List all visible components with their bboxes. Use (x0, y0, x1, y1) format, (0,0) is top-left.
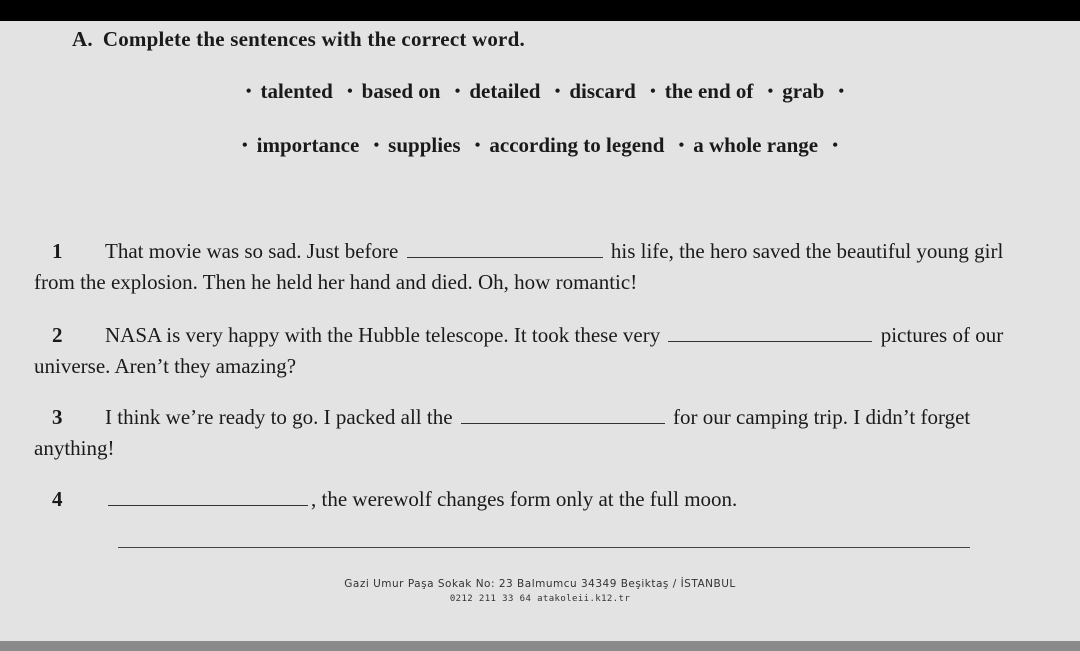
word-bank-item: talented (260, 79, 333, 103)
bullet-icon: • (650, 83, 656, 100)
word-bank-item: grab (782, 79, 825, 103)
answer-blank[interactable] (108, 487, 308, 506)
bullet-icon: • (474, 137, 481, 154)
exercise-instruction: Complete the sentences with the correct word. (102, 27, 525, 51)
school-contact: 0212 211 33 64 atakoleii.k12.tr (449, 594, 631, 604)
question-text-after: his life, the hero saved the beautiful young girl from the explosion. Then he held her hand and died. Oh, how romantic! (34, 239, 1004, 294)
question-number: 4 (52, 487, 63, 511)
word-bank-row-2 (0, 133, 1080, 158)
exercise-number: A. (72, 27, 93, 51)
question-number: 1 (52, 239, 63, 263)
word-bank-row-1 (0, 79, 1080, 104)
question-2 (34, 320, 1038, 382)
question-text-before: That movie was so sad. Just before (105, 239, 399, 263)
answer-blank[interactable] (668, 323, 872, 342)
answer-blank[interactable] (461, 405, 665, 424)
bullet-icon: • (832, 137, 838, 154)
bullet-icon: • (373, 137, 380, 154)
worksheet-page (0, 21, 1080, 641)
bottom-edge-strip (0, 641, 1080, 651)
bullet-icon: • (767, 83, 774, 100)
word-bank-item: importance (256, 133, 360, 157)
bullet-icon: • (554, 83, 561, 100)
question-3 (34, 402, 1038, 464)
word-bank-item: supplies (388, 133, 461, 157)
bullet-icon: • (678, 137, 685, 154)
word-bank-item: the end of (664, 79, 754, 103)
footer-divider (118, 547, 970, 548)
question-4 (34, 484, 1038, 515)
bullet-icon: • (242, 137, 248, 154)
question-text-after: , the werewolf changes form only at the full moon. (311, 487, 738, 511)
question-1 (34, 236, 1038, 298)
bullet-icon: • (245, 83, 252, 100)
answer-blank[interactable] (407, 239, 603, 258)
word-bank-item: according to legend (489, 133, 665, 157)
exercise-heading (72, 27, 525, 52)
bullet-icon: • (347, 83, 353, 100)
word-bank-item: discard (569, 79, 636, 103)
bullet-icon: • (838, 83, 845, 100)
word-bank-item: based on (361, 79, 441, 103)
question-text-before: NASA is very happy with the Hubble telescope. It took these very (105, 323, 661, 347)
question-text-after: for our camping trip. I didn’t forget anything! (34, 405, 971, 460)
school-address: Gazi Umur Paşa Sokak No: 23 Balmumcu 34349 Beşiktaş / İSTANBUL (344, 578, 736, 590)
question-number: 2 (52, 323, 63, 347)
word-bank-item: detailed (469, 79, 541, 103)
question-number: 3 (52, 405, 63, 429)
question-text-before: I think we’re ready to go. I packed all the (105, 405, 453, 429)
word-bank-item: a whole range (693, 133, 819, 157)
bullet-icon: • (454, 83, 461, 100)
question-text-after: pictures of our universe. Aren’t they amazing? (34, 323, 1004, 378)
